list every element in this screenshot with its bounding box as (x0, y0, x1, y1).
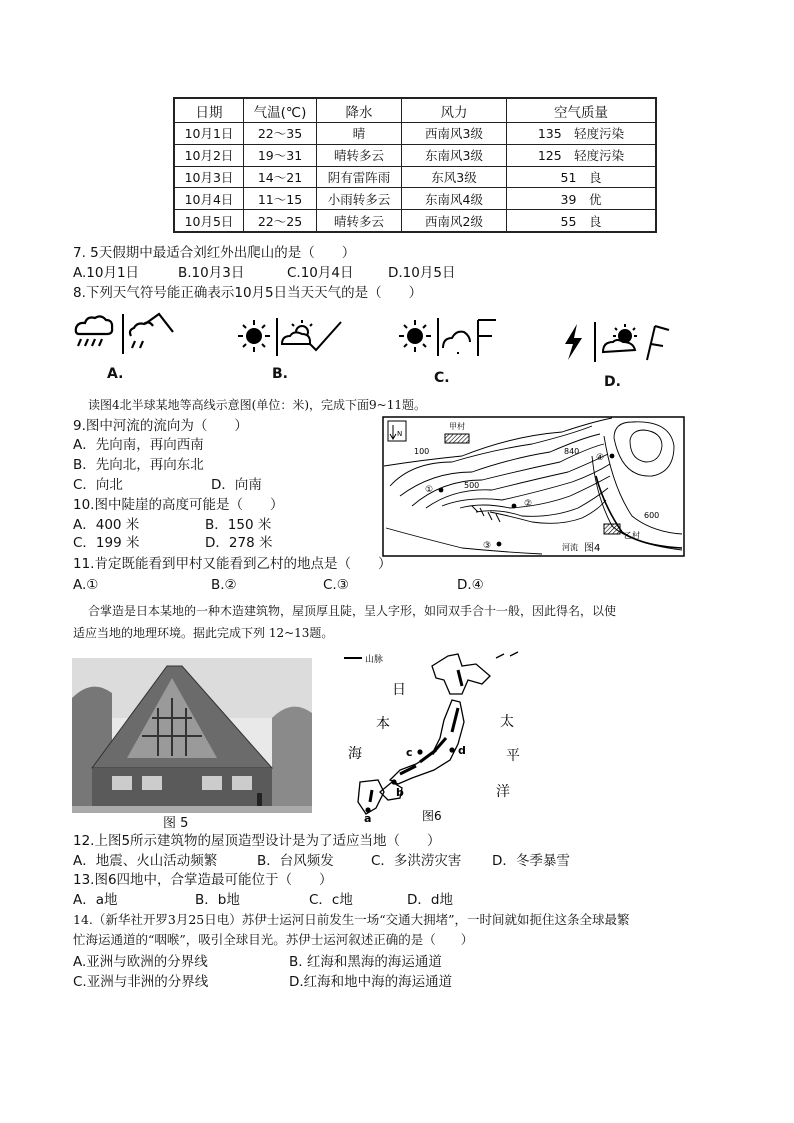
weather-symbol-b (236, 314, 348, 360)
sun-icon (399, 320, 431, 352)
rain-sun-icon (130, 314, 173, 348)
table-cell: 西南风2级 (402, 210, 507, 232)
question-14-stem-line-1: 14.（新华社开罗3月25日电）苏伊士运河日前发生一场“交通大拥堵”，一时间就如扼住这条全球最繁 (73, 912, 630, 927)
question-11-stem: 11.肯定既能看到甲村又能看到乙村的地点是（ ） (73, 556, 392, 572)
figure-6-japan-map (340, 650, 540, 822)
contour-label-500: 500 (464, 481, 480, 490)
table-cell: 晴 (317, 123, 402, 145)
point-2-label: ② (524, 499, 533, 509)
table-cell: 西南风3级 (402, 123, 507, 145)
table-header: 风力 (402, 98, 507, 123)
question-13-option-d: D．d地 (407, 892, 453, 908)
point-1-label: ① (425, 485, 434, 495)
contour-label-840: 840 (564, 447, 580, 456)
question-10-option-a: A．400 米 (73, 517, 140, 533)
point-b-label: b (396, 786, 404, 799)
table-cell: 51 良 (507, 166, 657, 188)
question-9-option-a: A．先向南，再向西南 (73, 437, 204, 453)
table-cell: 125 轻度污染 (507, 144, 657, 166)
thunder-icon (565, 324, 582, 360)
question-12-stem: 12.上图5所示建筑物的屋顶造型设计是为了适应当地（ ） (73, 833, 441, 849)
question-12-option-b: B．台风频发 (257, 853, 334, 869)
question-13-stem: 13.图6四地中，合掌造最可能位于（ ） (73, 872, 333, 888)
table-cell: 阴有雷阵雨 (317, 166, 402, 188)
japan-coastline (358, 652, 518, 814)
question-14-option-d: D.红海和地中海的海运通道 (289, 974, 453, 990)
table-cell: 22～35 (244, 123, 317, 145)
mountain-legend-label: 山脉 (365, 655, 384, 665)
point-3-dot (497, 542, 502, 547)
weather-symbol-a (73, 310, 183, 360)
table-cell: 135 轻度污染 (507, 123, 657, 145)
question-10-option-d: D．278 米 (205, 535, 273, 551)
passage-line-1: 合掌造是日本某地的一种木造建筑物，屋顶厚且陡，呈人字形，如同双手合十一般，因此得名，以使 (88, 604, 617, 618)
question-12-option-c: C．多洪涝灾害 (371, 853, 462, 869)
question-11-option-d: D.④ (457, 577, 484, 593)
person-figure (257, 793, 262, 807)
question-14-option-c: C.亚洲与非洲的分界线 (73, 974, 209, 990)
question-11-option-b: B.② (211, 577, 237, 593)
table-cell: 22～25 (244, 210, 317, 232)
question-9-option-b: B．先向北，再向东北 (73, 457, 204, 473)
table-row (174, 188, 656, 210)
table-cell: 10月5日 (174, 210, 244, 232)
passage-line-2: 适应当地的地理环境。据此完成下列 12~13题。 (73, 626, 334, 640)
table-row (174, 144, 656, 166)
question-10-option-c: C．199 米 (73, 535, 140, 551)
table-row (174, 123, 656, 145)
question-7-stem: 7. 5天假期中最适合刘红外出爬山的是（ ） (73, 245, 356, 261)
sea-label-char: 日 (392, 682, 406, 698)
question-10-stem: 10.图中陡崖的高度可能是（ ） (73, 497, 284, 513)
figure-4-caption: 图4 (584, 543, 601, 554)
figure-5-caption: 图 5 (163, 816, 189, 831)
question-7-option-c: C.10月4日 (287, 265, 354, 281)
question-14-stem-line-2: 忙海运通道的“咽喉”，吸引全球目光。苏伊士运河叙述正确的是（ ） (73, 932, 474, 947)
village-a-label: 甲村 (449, 422, 465, 431)
weather-symbol-d (563, 318, 675, 368)
point-4-dot (610, 454, 615, 459)
sea-label-char: 海 (348, 746, 362, 762)
point-c-label: c (406, 746, 413, 759)
table-header-row (174, 98, 656, 123)
question-12-option-d: D．冬季暴雪 (492, 853, 570, 869)
question-7-option-a: A.10月1日 (73, 265, 140, 281)
question-13-option-c: C．c地 (309, 892, 353, 908)
question-13-option-a: A．a地 (73, 892, 118, 908)
table-cell: 10月1日 (174, 123, 244, 145)
question-9-option-c: C．向北 (73, 477, 123, 493)
rain-icon (76, 316, 112, 346)
weather-table (173, 97, 657, 233)
question-14-option-b: B. 红海和黑海的海运通道 (289, 954, 442, 970)
sea-label-char: 本 (376, 716, 390, 732)
symbol-c-label: C. (434, 370, 450, 386)
question-11-option-a: A.① (73, 577, 99, 593)
cloud-sun-wind-icon (603, 324, 669, 360)
table-cell: 东南风3级 (402, 144, 507, 166)
partly-cloudy-icon (282, 320, 341, 350)
table-cell: 55 良 (507, 210, 657, 232)
point-c-dot (417, 749, 422, 754)
question-12-option-a: A．地震、火山活动频繁 (73, 853, 218, 869)
table-cell: 10月4日 (174, 188, 244, 210)
figure-6-caption: 图6 (422, 809, 442, 822)
point-1-dot (439, 488, 444, 493)
table-row (174, 210, 656, 232)
table-cell: 10月2日 (174, 144, 244, 166)
table-cell: 晴转多云 (317, 210, 402, 232)
table-cell: 晴转多云 (317, 144, 402, 166)
point-d-label: d (458, 744, 466, 757)
question-11-option-c: C.③ (323, 577, 349, 593)
point-3-label: ③ (483, 541, 492, 551)
contour-label-100: 100 (414, 447, 430, 456)
river-label: 河流 (562, 543, 578, 552)
figure-5-gassho-house-photo (72, 658, 312, 813)
point-b-dot (391, 779, 396, 784)
ground (72, 806, 312, 813)
table-header: 降水 (317, 98, 402, 123)
sun-icon (238, 320, 270, 352)
table-cell: 东风3级 (402, 166, 507, 188)
table-cell: 11～15 (244, 188, 317, 210)
point-2-dot (512, 504, 517, 509)
symbol-a-label: A. (107, 366, 124, 382)
question-7-option-d: D.10月5日 (388, 265, 456, 281)
figure-4-intro: 读图4北半球某地等高线示意图(单位：米)，完成下面9~11题。 (88, 398, 426, 412)
village-b-label: 乙村 (624, 531, 640, 540)
contour-label-600: 600 (644, 511, 660, 520)
village-a-marker (445, 434, 469, 443)
village-b-marker (604, 524, 620, 534)
table-cell: 10月3日 (174, 166, 244, 188)
table-row (174, 166, 656, 188)
point-4-label: ④ (596, 453, 605, 463)
figure-4-contour-map (382, 416, 685, 557)
table-header: 日期 (174, 98, 244, 123)
point-a-label: a (364, 812, 372, 822)
question-10-option-b: B．150 米 (205, 517, 272, 533)
question-13-option-b: B．b地 (195, 892, 240, 908)
table-cell: 19～31 (244, 144, 317, 166)
symbol-d-label: D. (604, 374, 621, 390)
question-14-option-a: A.亚洲与欧洲的分界线 (73, 954, 208, 970)
question-7-option-b: B.10月3日 (178, 265, 245, 281)
cloud-wind-icon (443, 320, 496, 356)
symbol-b-label: B. (272, 366, 288, 382)
weather-symbol-c (398, 314, 502, 360)
tree-right (272, 707, 312, 813)
table-header: 气温(℃) (244, 98, 317, 123)
table-cell: 小雨转多云 (317, 188, 402, 210)
question-8-stem: 8.下列天气符号能正确表示10月5日当天天气的是（ ） (73, 285, 423, 301)
table-cell: 39 优 (507, 188, 657, 210)
table-header: 空气质量 (507, 98, 657, 123)
point-d-dot (449, 747, 454, 752)
ocean-label-char: 洋 (496, 784, 510, 800)
ocean-label-char: 太 (500, 714, 514, 730)
north-label: N (397, 430, 403, 438)
ocean-label-char: 平 (506, 748, 520, 764)
table-cell: 14～21 (244, 166, 317, 188)
question-9-option-d: D．向南 (211, 477, 262, 493)
question-9-stem: 9.图中河流的流向为（ ） (73, 418, 248, 434)
table-cell: 东南风4级 (402, 188, 507, 210)
